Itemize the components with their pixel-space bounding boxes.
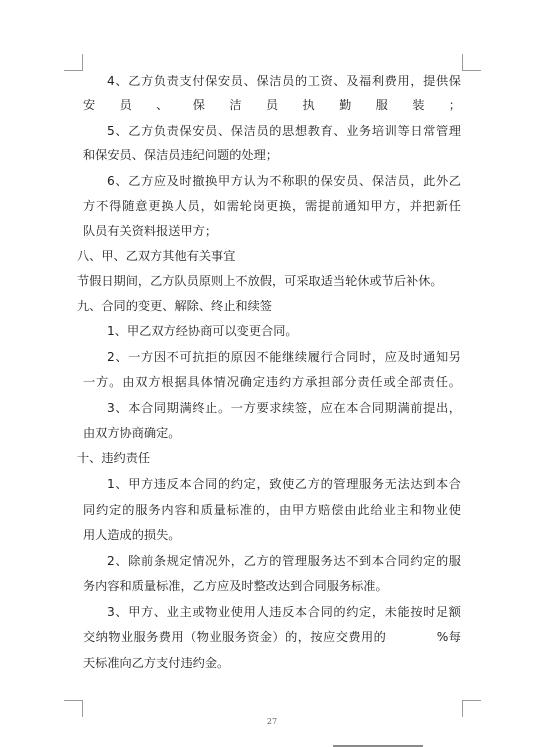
paragraph-line: 3、甲方、业主或物业使用人违反本合同的约定，未能按时足额 [107,605,461,619]
paragraph-line: 1、甲乙双方经协商可以变更合同。 [107,324,298,338]
paragraph-line: 交纳物业服务费用（物业服务资金）的，按应交费用的 %每 [83,630,461,644]
paragraph-line: 安员、保洁员执勤服装； [83,98,461,112]
section-heading: 九、合同的变更、解除、终止和续签 [77,299,272,313]
paragraph-line: 务内容和质量标准，乙方应及时整改达到合同服务标准。 [83,579,388,593]
paragraph-line: 由双方协商确定。 [83,426,181,440]
paragraph-line: 用人造成的损失。 [83,528,181,542]
crop-mark-bottom-right [462,700,481,717]
crop-mark-top-right [462,54,481,71]
section-heading: 八、甲、乙双方其他有关事宜 [77,249,236,263]
paragraph-line: 和保安员、保洁员违纪问题的处理； [83,148,278,162]
crop-mark-bottom-left [64,700,83,717]
paragraph-line: 6、乙方应及时撤换甲方认为不称职的保安员、保洁员，此外乙 [107,174,461,188]
paragraph-line: 3、本合同期满终止。一方要求续签，应在本合同期满前提出， [107,401,461,415]
paragraph-line: 队员有关资料报送甲方； [83,224,218,238]
paragraph-line: 同约定的服务内容和质量标准的，由甲方赔偿由此给业主和物业使 [83,503,461,517]
paragraph-line: 2、除前条规定情况外，乙方的管理服务达不到本合同约定的服 [107,554,461,568]
crop-mark-top-left [64,54,83,71]
paragraph-line: 节假日期间，乙方队员原则上不放假，可采取适当轮休或节后补休。 [77,274,443,288]
paragraph-line: 天标准向乙方支付违约金。 [83,656,230,670]
page-number: 27 [266,717,278,726]
paragraph-line: 方不得随意更换人员，如需轮岗更换，需提前通知甲方，并把新任 [83,199,461,213]
paragraph-line: 5、乙方负责保安员、保洁员的思想教育、业务培训等日常管理 [107,124,461,138]
paragraph-line: 一方。由双方根据具体情况确定违约方承担部分责任或全部责任。 [83,375,461,389]
paragraph-line: 2、一方因不可抗拒的原因不能继续履行合同时，应及时通知另 [107,350,461,364]
paragraph-line: 1、甲方违反本合同的约定，致使乙方的管理服务无法达到本合 [107,477,461,491]
section-heading: 十、违约责任 [77,451,151,465]
paragraph-line: 4、乙方负责支付保安员、保洁员的工资、及福利费用，提供保 [107,74,461,88]
